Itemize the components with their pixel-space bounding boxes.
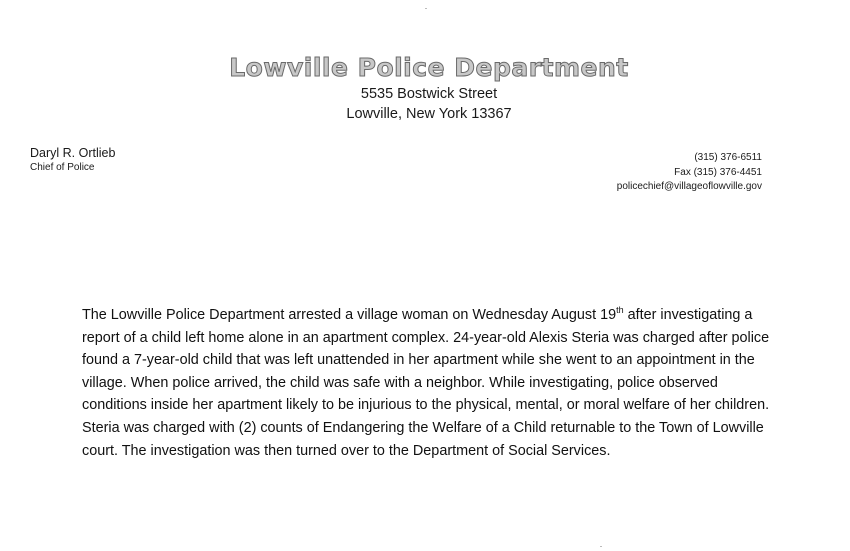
scan-speck <box>600 546 602 547</box>
body-text-part-1: The Lowville Police Department arrested a village woman on Wednesday August 19 <box>82 307 617 323</box>
phone-number: (315) 376-6511 <box>694 152 762 163</box>
street-address: 5535 Bostwick Street <box>360 86 498 102</box>
chief-title: Chief of Police <box>30 162 95 173</box>
letterhead <box>0 52 850 124</box>
chief-name: Daryl R. Ortlieb <box>30 146 116 160</box>
fax-number: Fax (315) 376-4451 <box>674 166 762 178</box>
ordinal-suffix: th <box>616 305 624 315</box>
email-address: policechief@villageoflowville.gov <box>616 181 762 192</box>
city-state-zip: Lowville, New York 13367 <box>346 106 512 122</box>
contact-block <box>617 151 762 195</box>
scan-speck <box>425 8 427 9</box>
body-text-part-2: after investigating a report of a child left home alone in an apartment complex. 24-year-old Alexis Steria was charged after police found a 7-year-old child that was left unattended in her apartment while she went to an appointment in the village. When police arrived, the child was safe with a neighbor. While investigating, police observed conditions inside her apartment likely to be injurious to the physical, mental, or moral welfare of her children. Steria was charged with (2) counts of Endangering the Welfare of a Child returnable to the Town of Lowville court. The investigation was then turned over to the Department of Social Services. <box>82 307 770 459</box>
press-release-body <box>82 304 782 462</box>
chief-block <box>30 145 115 175</box>
department-name: Lowville Police Department <box>229 53 629 82</box>
